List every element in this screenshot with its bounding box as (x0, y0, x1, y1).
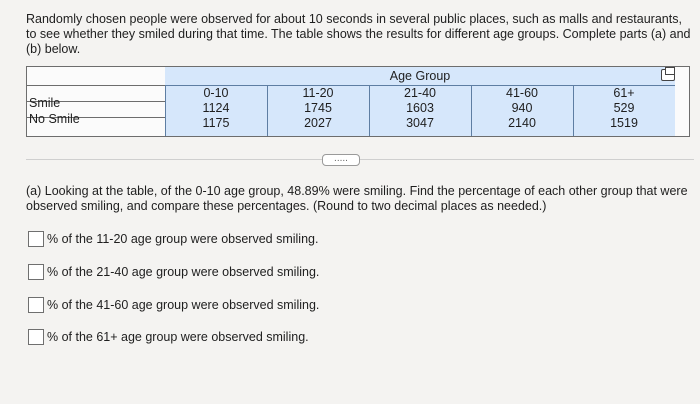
no-smile-value: 3047 (406, 116, 434, 130)
answer-input[interactable] (28, 231, 44, 247)
problem-intro: Randomly chosen people were observed for about 10 seconds in several public places, such as malls and restaurants, to see whether they smiled during that time. The table shows the results for different age groups. Complete parts (a) and (b) below. (26, 12, 691, 56)
smile-value: 529 (613, 101, 635, 115)
row-label-smile: Smile (29, 96, 61, 110)
answer-label: % of the 21-40 age group were observed smiling. (47, 265, 320, 279)
answer-label: % of the 61+ age group were observed smiling. (47, 330, 309, 344)
smile-value: 940 (511, 101, 533, 115)
answer-label: % of the 11-20 age group were observed smiling. (47, 232, 319, 246)
column-0-10 (165, 86, 267, 131)
smile-value: 1745 (304, 101, 332, 115)
column-label: 11-20 (302, 86, 334, 100)
no-smile-value: 1175 (202, 116, 230, 130)
data-table (26, 66, 690, 137)
copy-icon[interactable] (661, 69, 675, 81)
no-smile-value: 2140 (508, 116, 536, 130)
column-label: 61+ (613, 86, 635, 100)
no-smile-value: 1519 (610, 116, 638, 130)
age-group-header: Age Group (389, 69, 451, 83)
column-61-plus (573, 86, 675, 131)
answer-label: % of the 41-60 age group were observed smiling. (47, 298, 320, 312)
answer-row-21-40 (28, 264, 319, 280)
smile-value: 1603 (406, 101, 434, 115)
column-label: 21-40 (404, 86, 436, 100)
answer-row-61-plus (28, 329, 309, 345)
answer-row-41-60 (28, 297, 319, 313)
smile-value: 1124 (202, 101, 230, 115)
column-21-40 (369, 86, 471, 131)
no-smile-value: 2027 (304, 116, 332, 130)
section-divider (26, 159, 694, 160)
row-label-no-smile: No Smile (29, 112, 80, 126)
column-41-60 (471, 86, 573, 131)
column-label: 0-10 (203, 86, 229, 100)
row-divider (27, 85, 165, 86)
answer-input[interactable] (28, 329, 44, 345)
column-label: 41-60 (506, 86, 538, 100)
column-11-20 (267, 86, 369, 131)
answer-input[interactable] (28, 297, 44, 313)
answer-input[interactable] (28, 264, 44, 280)
expand-button[interactable]: ..... (322, 154, 360, 166)
answer-row-11-20 (28, 231, 318, 247)
question-a: (a) Looking at the table, of the 0-10 age group, 48.89% were smiling. Find the percentage of each other group that were observed smiling, and compare these percentages. (Round to two decimal places as needed.) (26, 184, 688, 213)
